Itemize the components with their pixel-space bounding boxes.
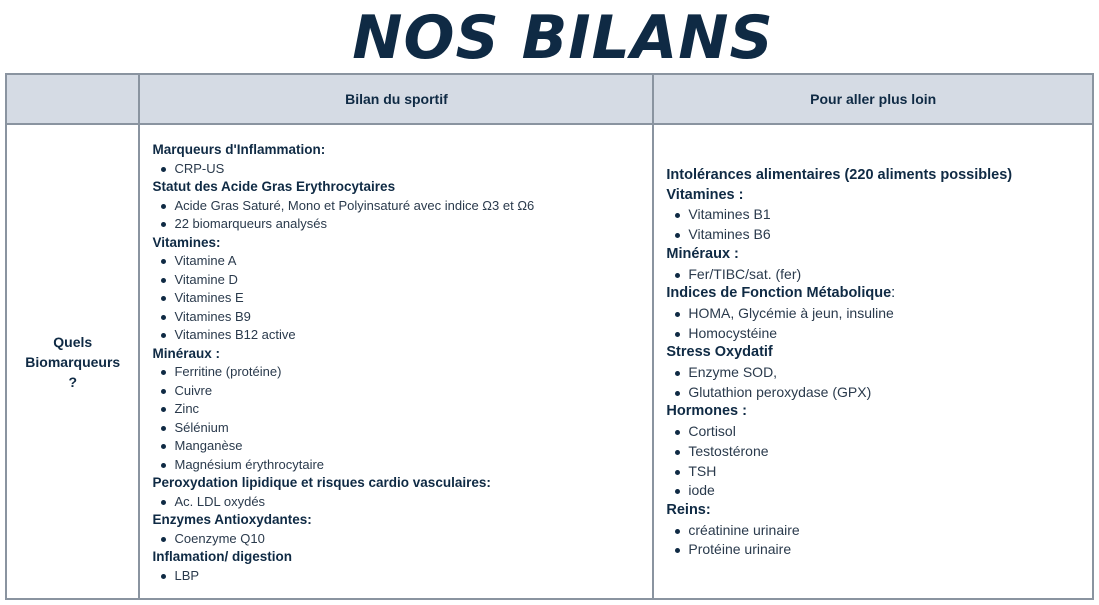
section	[152, 345, 652, 475]
list-item: Cortisol	[688, 422, 1092, 442]
biomarker-list	[666, 422, 1092, 501]
list-item: Vitamines B12 active	[174, 326, 652, 345]
list-item: Vitamine A	[174, 252, 652, 271]
section-title: Inflamation/ digestion	[152, 549, 292, 564]
cell-bilan-sportif	[139, 124, 653, 599]
list-item: Ferritine (protéine)	[174, 363, 652, 382]
section-title-text: Indices de Fonction Métabolique	[666, 285, 892, 302]
header-empty	[6, 74, 139, 124]
biomarker-list	[152, 363, 652, 474]
list-item: LBP	[174, 567, 652, 586]
list-item: créatinine urinaire	[688, 521, 1092, 541]
section-title: Vitamines:	[152, 234, 221, 250]
list-item: Testostérone	[688, 442, 1092, 462]
list-item: Magnésium érythrocytaire	[174, 456, 652, 475]
biomarker-list	[152, 493, 652, 512]
list-item: iode	[688, 481, 1092, 501]
row-label-biomarqueurs	[6, 124, 139, 599]
list-item: Zinc	[174, 400, 652, 419]
biomarker-list	[152, 197, 652, 234]
section	[152, 548, 652, 585]
biomarker-list	[666, 265, 1092, 285]
section-title: Marqueurs d'Inflammation:	[152, 142, 326, 157]
biomarker-list	[666, 205, 1092, 244]
list-item: Homocystéine	[688, 324, 1092, 344]
list-item: Vitamines B1	[688, 205, 1092, 225]
section	[666, 284, 1092, 343]
section	[152, 234, 652, 345]
section-title: Hormones :	[666, 403, 747, 420]
biomarker-list	[152, 530, 652, 549]
section	[152, 511, 652, 548]
list-item: Acide Gras Saturé, Mono et Polyinsaturé avec indice Ω3 et Ω6	[174, 197, 652, 216]
list-item: Vitamine D	[174, 271, 652, 290]
section-title: Intolérances alimentaires (220 aliments possibles)	[666, 167, 1013, 183]
list-item: Enzyme SOD,	[688, 363, 1092, 383]
biomarker-list	[152, 567, 652, 586]
biomarkers-table	[5, 73, 1094, 600]
list-item: Manganèse	[174, 437, 652, 456]
page-title: NOS BILANS	[352, 3, 774, 73]
section	[152, 141, 652, 178]
section-title: Reins:	[666, 501, 711, 518]
row-label-line: Quels	[53, 333, 93, 350]
section-title: Vitamines :	[666, 186, 744, 203]
section	[666, 166, 1092, 186]
header-bilan-sportif: Bilan du sportif	[139, 74, 653, 124]
table-row	[6, 124, 1093, 599]
section-title	[666, 284, 1092, 304]
list-item: HOMA, Glycémie à jeun, insuline	[688, 304, 1092, 324]
list-item: Sélénium	[174, 419, 652, 438]
section-title: Peroxydation lipidique et risques cardio vasculaires:	[152, 475, 491, 490]
biomarker-list	[666, 521, 1092, 560]
section-title: Minéraux :	[666, 245, 739, 262]
list-item: Cuivre	[174, 382, 652, 401]
list-item: Glutathion peroxydase (GPX)	[688, 383, 1092, 403]
list-item: CRP-US	[174, 160, 652, 179]
row-label-line: Biomarqueurs	[25, 353, 121, 370]
section	[152, 474, 652, 511]
list-item: TSH	[688, 462, 1092, 482]
biomarker-list	[666, 363, 1092, 402]
section-title-suffix: :	[891, 285, 896, 302]
list-item: 22 biomarqueurs analysés	[174, 215, 652, 234]
section	[666, 186, 1092, 245]
row-label-line: ?	[68, 373, 78, 390]
cell-plus-loin	[653, 124, 1093, 599]
list-item: Fer/TIBC/sat. (fer)	[688, 265, 1092, 285]
section	[666, 245, 1092, 284]
section-title: Minéraux :	[152, 345, 220, 361]
list-item: Vitamines B6	[688, 225, 1092, 245]
section	[666, 402, 1092, 501]
biomarker-list	[666, 304, 1092, 343]
list-item: Coenzyme Q10	[174, 530, 652, 549]
section-title: Statut des Acide Gras Erythrocytaires	[152, 179, 396, 194]
section-title: Stress Oxydatif	[666, 344, 773, 361]
list-item: Ac. LDL oxydés	[174, 493, 652, 512]
list-item: Vitamines E	[174, 289, 652, 308]
list-item: Vitamines B9	[174, 308, 652, 327]
biomarker-list	[152, 252, 652, 345]
section	[666, 501, 1092, 560]
table-header-row	[6, 74, 1093, 124]
list-item: Protéine urinaire	[688, 540, 1092, 560]
section	[666, 343, 1092, 402]
section-title: Enzymes Antioxydantes:	[152, 512, 312, 527]
biomarker-list	[152, 160, 652, 179]
header-plus-loin: Pour aller plus loin	[653, 74, 1093, 124]
section	[152, 178, 652, 234]
